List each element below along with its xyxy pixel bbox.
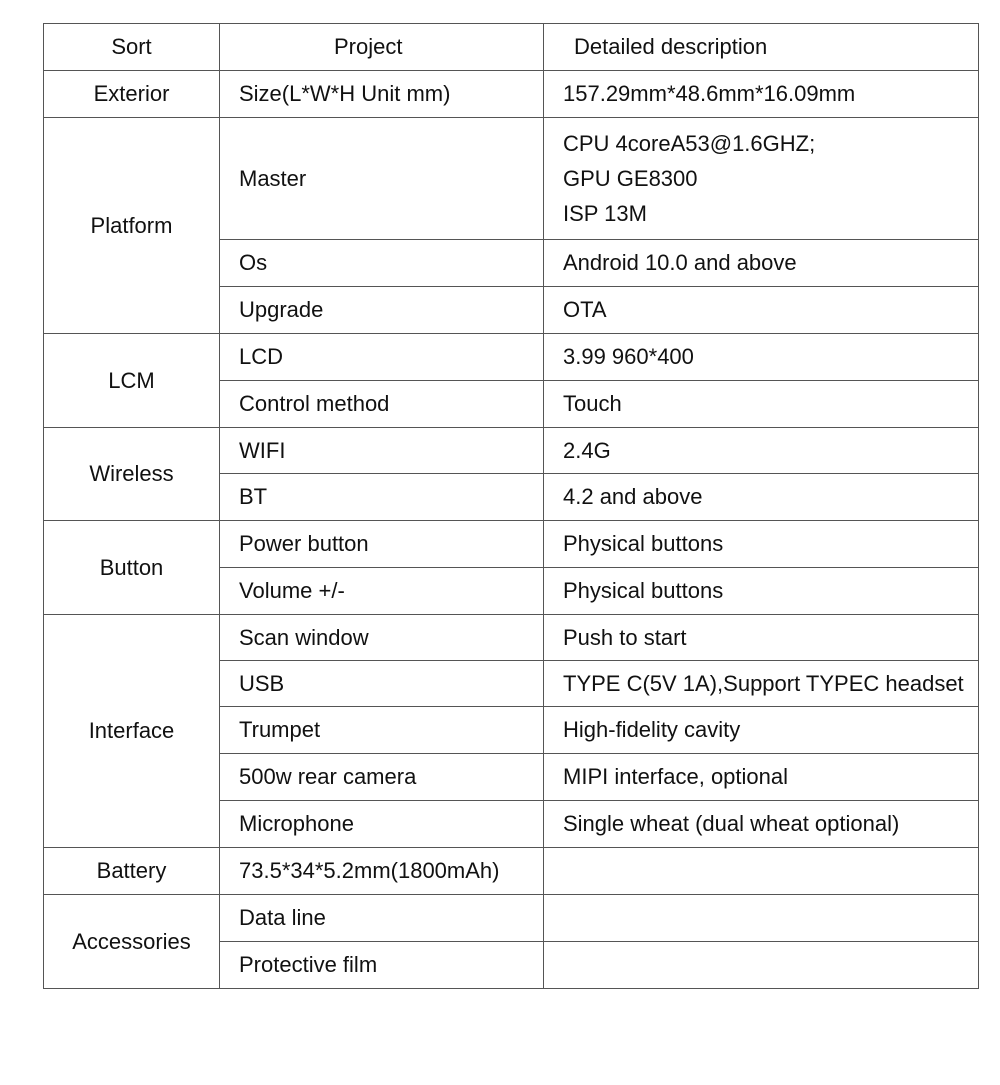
header-description: Detailed description: [544, 24, 979, 71]
description-cell: [544, 942, 979, 989]
project-cell: Os: [220, 240, 544, 287]
project-cell: 73.5*34*5.2mm(1800mAh): [220, 848, 544, 895]
project-cell: WIFI: [220, 428, 544, 474]
project-cell: Size(L*W*H Unit mm): [220, 71, 544, 118]
description-cell-multiline: [544, 118, 979, 240]
description-cell: MIPI interface, optional: [544, 754, 979, 801]
project-cell: LCD: [220, 334, 544, 381]
description-cell: OTA: [544, 287, 979, 334]
description-cell: Single wheat (dual wheat optional): [544, 801, 979, 848]
description-cell: High-fidelity cavity: [544, 707, 979, 754]
description-cell: 3.99 960*400: [544, 334, 979, 381]
description-line: GPU GE8300: [563, 166, 698, 191]
description-cell: 2.4G: [544, 428, 979, 474]
description-cell: TYPE C(5V 1A),Support TYPEC headset: [544, 661, 979, 707]
project-cell: Power button: [220, 521, 544, 568]
table-row: [44, 895, 979, 942]
project-cell: BT: [220, 474, 544, 521]
table-row: [44, 118, 979, 240]
description-cell: Touch: [544, 381, 979, 428]
table-row: [44, 71, 979, 118]
description-cell: 4.2 and above: [544, 474, 979, 521]
header-project: Project: [220, 24, 544, 71]
sort-cell-lcm: LCM: [44, 334, 220, 428]
description-cell: [544, 848, 979, 895]
sort-cell-accessories: Accessories: [44, 895, 220, 989]
project-cell: Control method: [220, 381, 544, 428]
sort-cell-interface: Interface: [44, 615, 220, 848]
description-line: ISP 13M: [563, 201, 647, 226]
project-cell: Upgrade: [220, 287, 544, 334]
project-cell: Trumpet: [220, 707, 544, 754]
table-row: [44, 521, 979, 568]
header-sort: Sort: [44, 24, 220, 71]
table-header-row: [44, 24, 979, 71]
description-cell: 157.29mm*48.6mm*16.09mm: [544, 71, 979, 118]
description-cell: Push to start: [544, 615, 979, 661]
project-cell: 500w rear camera: [220, 754, 544, 801]
table-row: [44, 615, 979, 661]
description-cell: Physical buttons: [544, 521, 979, 568]
project-cell: USB: [220, 661, 544, 707]
description-line: CPU 4coreA53@1.6GHZ;: [563, 131, 816, 156]
sort-cell-platform: Platform: [44, 118, 220, 334]
table-row: [44, 428, 979, 474]
spec-table: [43, 23, 979, 989]
description-cell: Android 10.0 and above: [544, 240, 979, 287]
project-cell: Master: [220, 118, 544, 240]
table-row: [44, 848, 979, 895]
project-cell: Data line: [220, 895, 544, 942]
project-cell: Volume +/-: [220, 568, 544, 615]
table-row: [44, 334, 979, 381]
project-cell: Scan window: [220, 615, 544, 661]
description-cell: [544, 895, 979, 942]
description-cell: Physical buttons: [544, 568, 979, 615]
sort-cell-exterior: Exterior: [44, 71, 220, 118]
sort-cell-wireless: Wireless: [44, 428, 220, 521]
sort-cell-battery: Battery: [44, 848, 220, 895]
project-cell: Microphone: [220, 801, 544, 848]
project-cell: Protective film: [220, 942, 544, 989]
sort-cell-button: Button: [44, 521, 220, 615]
